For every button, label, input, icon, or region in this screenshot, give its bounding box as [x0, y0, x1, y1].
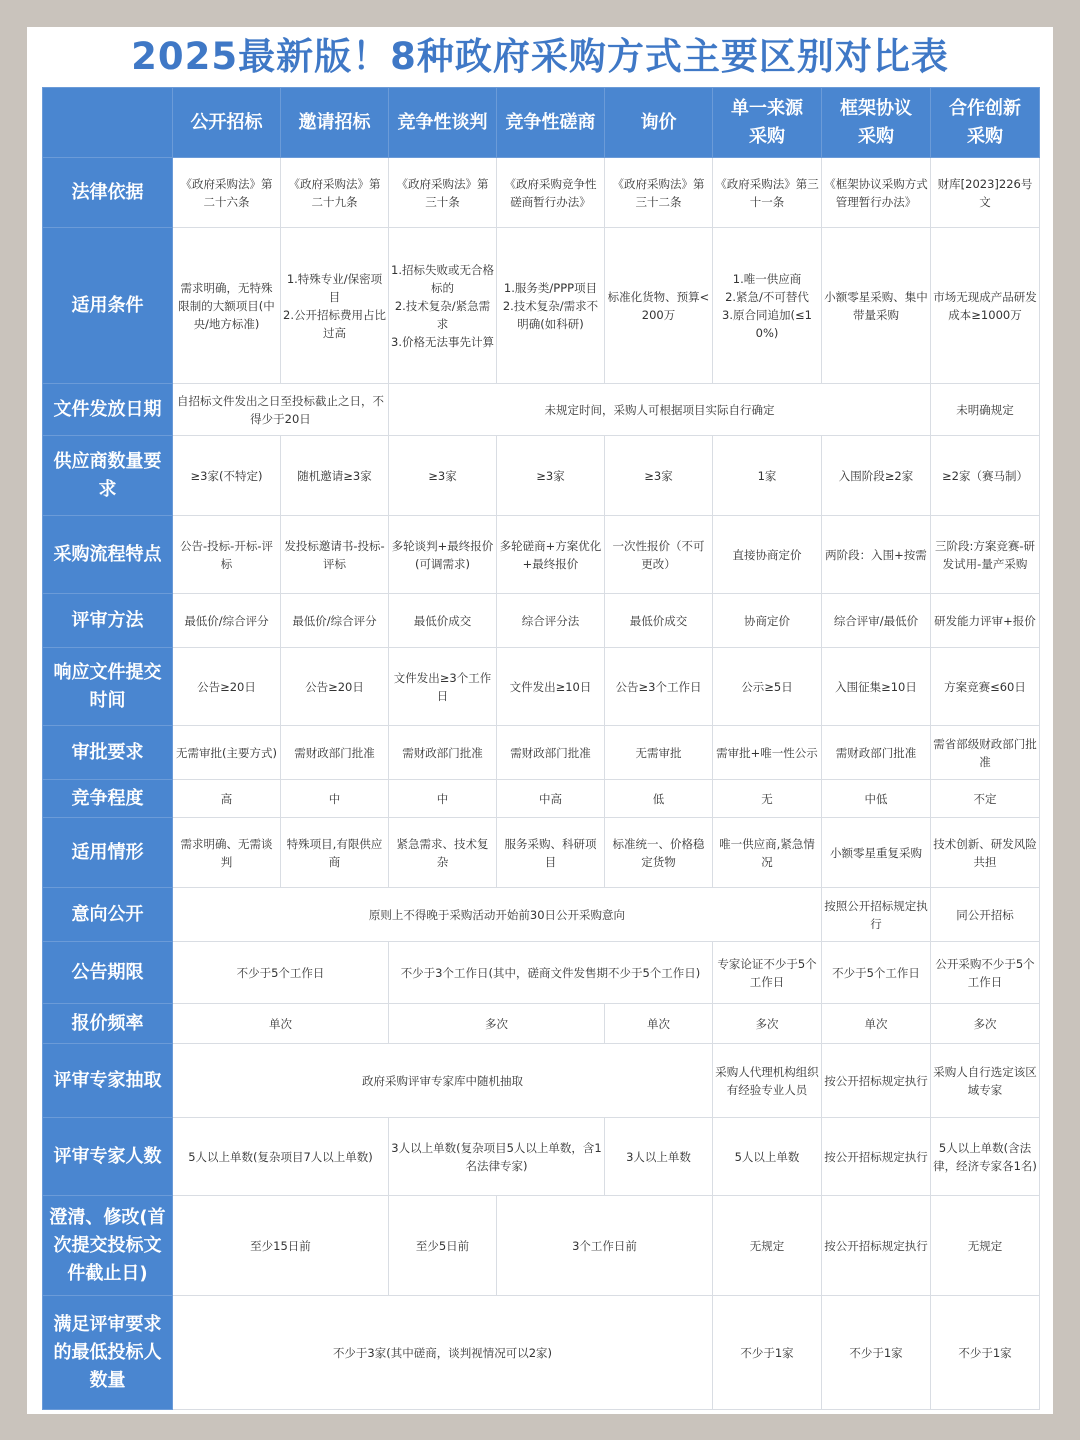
- table-cell: 单次: [605, 1004, 713, 1044]
- table-cell: 单次: [173, 1004, 389, 1044]
- table-cell: 自招标文件发出之日至投标截止之日，不得少于20日: [173, 384, 389, 436]
- table-cell: 政府采购评审专家库中随机抽取: [173, 1044, 713, 1118]
- table-cell: 无规定: [713, 1196, 822, 1296]
- table-cell: 公开采购不少于5个工作日: [931, 942, 1040, 1004]
- table-cell: 公告≥20日: [173, 648, 281, 726]
- table-cell: 3人以上单数: [605, 1118, 713, 1196]
- table-cell: 《政府采购法》第二十九条: [281, 158, 389, 228]
- table-cell: 5人以上单数(含法律，经济专家各1名): [931, 1118, 1040, 1196]
- table-cell: 不少于3个工作日(其中，磋商文件发售期不少于5个工作日): [389, 942, 713, 1004]
- table-cell: 中低: [822, 780, 931, 818]
- page-title: 2025最新版！8种政府采购方式主要区别对比表: [131, 35, 949, 78]
- table-cell: 综合评分法: [497, 594, 605, 648]
- table-cell: 《政府采购法》第三十条: [389, 158, 497, 228]
- table-cell: 特殊项目,有限供应商: [281, 818, 389, 888]
- table-row: [43, 158, 1040, 228]
- row-header: 评审专家抽取: [43, 1044, 173, 1118]
- table-cell: 需审批+唯一性公示: [713, 726, 822, 780]
- table-cell: 服务采购、科研项目: [497, 818, 605, 888]
- table-row: [43, 648, 1040, 726]
- table-row: [43, 818, 1040, 888]
- table-cell: 需省部级财政部门批准: [931, 726, 1040, 780]
- table-cell: 3人以上单数(复杂项目5人以上单数，含1名法律专家): [389, 1118, 605, 1196]
- table-cell: 1.服务类/PPP项目 2.技术复杂/需求不明确(如科研): [497, 228, 605, 384]
- row-header: 评审方法: [43, 594, 173, 648]
- table-cell: 小额零星采购、集中带量采购: [822, 228, 931, 384]
- table-cell: 多次: [713, 1004, 822, 1044]
- table-row: [43, 888, 1040, 942]
- row-header: 评审专家人数: [43, 1118, 173, 1196]
- table-cell: 未明确规定: [931, 384, 1040, 436]
- table-row: [43, 780, 1040, 818]
- table-cell: 公告≥20日: [281, 648, 389, 726]
- column-header: 竞争性磋商: [497, 88, 605, 158]
- table-cell: 采购人代理机构组织有经验专业人员: [713, 1044, 822, 1118]
- table-row: [43, 436, 1040, 516]
- table-cell: 不少于5个工作日: [822, 942, 931, 1004]
- table-cell: ≥3家: [389, 436, 497, 516]
- table-cell: 5人以上单数(复杂项目7人以上单数): [173, 1118, 389, 1196]
- comparison-table: [42, 87, 1040, 1410]
- table-cell: 一次性报价（不可更改）: [605, 516, 713, 594]
- row-header: 公告期限: [43, 942, 173, 1004]
- table-row: [43, 1044, 1040, 1118]
- table-cell: 中: [281, 780, 389, 818]
- table-cell: 公示≥5日: [713, 648, 822, 726]
- table-cell: 技术创新、研发风险共担: [931, 818, 1040, 888]
- column-header: 合作创新 采购: [931, 88, 1040, 158]
- header-corner: [43, 88, 173, 158]
- table-row: [43, 1296, 1040, 1410]
- table-cell: 1.特殊专业/保密项目 2.公开招标费用占比过高: [281, 228, 389, 384]
- column-header: 竞争性谈判: [389, 88, 497, 158]
- table-cell: 市场无现成产品研发成本≥1000万: [931, 228, 1040, 384]
- table-cell: ≥3家: [497, 436, 605, 516]
- table-cell: 文件发出≥10日: [497, 648, 605, 726]
- table-cell: 多次: [389, 1004, 605, 1044]
- table-cell: 按公开招标规定执行: [822, 1118, 931, 1196]
- table-cell: ≥3家(不特定): [173, 436, 281, 516]
- table-cell: 按公开招标规定执行: [822, 1044, 931, 1118]
- table-cell: 专家论证不少于5个工作日: [713, 942, 822, 1004]
- table-cell: ≥2家（赛马制）: [931, 436, 1040, 516]
- table-cell: 无: [713, 780, 822, 818]
- column-header: 邀请招标: [281, 88, 389, 158]
- table-cell: 《政府采购法》第二十六条: [173, 158, 281, 228]
- row-header: 意向公开: [43, 888, 173, 942]
- table-cell: 最低价/综合评分: [281, 594, 389, 648]
- table-cell: 文件发出≥3个工作日: [389, 648, 497, 726]
- table-cell: 多次: [931, 1004, 1040, 1044]
- row-header: 供应商数量要求: [43, 436, 173, 516]
- table-cell: 多轮谈判+最终报价 (可调需求): [389, 516, 497, 594]
- table-cell: 紧急需求、技术复杂: [389, 818, 497, 888]
- table-cell: 原则上不得晚于采购活动开始前30日公开采购意向: [173, 888, 822, 942]
- table-cell: 综合评审/最低价: [822, 594, 931, 648]
- table-cell: 需财政部门批准: [281, 726, 389, 780]
- row-header: 适用条件: [43, 228, 173, 384]
- table-cell: 需求明确、无需谈判: [173, 818, 281, 888]
- table-cell: 财库[2023]226号文: [931, 158, 1040, 228]
- table-row: [43, 1196, 1040, 1296]
- table-row: [43, 942, 1040, 1004]
- table-cell: 不定: [931, 780, 1040, 818]
- row-header: 法律依据: [43, 158, 173, 228]
- row-header: 澄清、修改(首次提交投标文件截止日): [43, 1196, 173, 1296]
- row-header: 适用情形: [43, 818, 173, 888]
- table-cell: 按公开招标规定执行: [822, 1196, 931, 1296]
- column-header: 框架协议 采购: [822, 88, 931, 158]
- table-cell: 《政府采购法》第三十二条: [605, 158, 713, 228]
- table-cell: 未规定时间，采购人可根据项目实际自行确定: [389, 384, 931, 436]
- table-cell: 需求明确，无特殊限制的大额项目(中央/地方标准): [173, 228, 281, 384]
- table-cell: 随机邀请≥3家: [281, 436, 389, 516]
- table-cell: 1.唯一供应商 2.紧急/不可替代 3.原合同追加(≤10%): [713, 228, 822, 384]
- table-cell: 5人以上单数: [713, 1118, 822, 1196]
- table-cell: ≥3家: [605, 436, 713, 516]
- column-header: 单一来源 采购: [713, 88, 822, 158]
- table-cell: 至少15日前: [173, 1196, 389, 1296]
- table-cell: 唯一供应商,紧急情况: [713, 818, 822, 888]
- table-cell: 《框架协议采购方式管理暂行办法》: [822, 158, 931, 228]
- table-cell: 公告-投标-开标-评标: [173, 516, 281, 594]
- table-cell: 两阶段：入围+按需: [822, 516, 931, 594]
- table-cell: 同公开招标: [931, 888, 1040, 942]
- table-cell: 多轮磋商+方案优化+最终报价: [497, 516, 605, 594]
- table-cell: 标准统一、价格稳定货物: [605, 818, 713, 888]
- table-cell: 无规定: [931, 1196, 1040, 1296]
- table-cell: 3个工作日前: [497, 1196, 713, 1296]
- table-cell: 需财政部门批准: [497, 726, 605, 780]
- table-cell: 不少于1家: [822, 1296, 931, 1410]
- table-cell: 最低价成交: [389, 594, 497, 648]
- comparison-sheet: [27, 27, 1053, 1414]
- column-header: 公开招标: [173, 88, 281, 158]
- table-row: [43, 228, 1040, 384]
- table-cell: 中高: [497, 780, 605, 818]
- table-cell: 至少5日前: [389, 1196, 497, 1296]
- table-cell: 不少于3家(其中磋商，谈判视情况可以2家): [173, 1296, 713, 1410]
- header-row: [43, 88, 1040, 158]
- table-cell: 低: [605, 780, 713, 818]
- row-header: 采购流程特点: [43, 516, 173, 594]
- table-row: [43, 594, 1040, 648]
- table-cell: 发投标邀请书-投标-评标: [281, 516, 389, 594]
- table-cell: 无需审批(主要方式): [173, 726, 281, 780]
- table-cell: 按照公开招标规定执行: [822, 888, 931, 942]
- table-cell: 中: [389, 780, 497, 818]
- table-cell: 单次: [822, 1004, 931, 1044]
- table-cell: 《政府采购竞争性磋商暂行办法》: [497, 158, 605, 228]
- table-cell: 高: [173, 780, 281, 818]
- row-header: 审批要求: [43, 726, 173, 780]
- table-cell: 不少于5个工作日: [173, 942, 389, 1004]
- table-row: [43, 516, 1040, 594]
- table-cell: 无需审批: [605, 726, 713, 780]
- row-header: 文件发放日期: [43, 384, 173, 436]
- table-cell: 三阶段:方案竞赛-研发试用-量产采购: [931, 516, 1040, 594]
- row-header: 响应文件提交时间: [43, 648, 173, 726]
- table-cell: 需财政部门批准: [389, 726, 497, 780]
- row-header: 报价频率: [43, 1004, 173, 1044]
- table-cell: 1家: [713, 436, 822, 516]
- table-cell: 协商定价: [713, 594, 822, 648]
- row-header: 竞争程度: [43, 780, 173, 818]
- column-header: 询价: [605, 88, 713, 158]
- table-cell: 标准化货物、预算<200万: [605, 228, 713, 384]
- row-header: 满足评审要求的最低投标人数量: [43, 1296, 173, 1410]
- table-row: [43, 726, 1040, 780]
- table-cell: 直接协商定价: [713, 516, 822, 594]
- table-cell: 研发能力评审+报价: [931, 594, 1040, 648]
- table-cell: 需财政部门批准: [822, 726, 931, 780]
- table-row: [43, 1004, 1040, 1044]
- table-cell: 最低价/综合评分: [173, 594, 281, 648]
- table-cell: 不少于1家: [713, 1296, 822, 1410]
- table-cell: 入围阶段≥2家: [822, 436, 931, 516]
- table-cell: 最低价成交: [605, 594, 713, 648]
- table-cell: 入围征集≥10日: [822, 648, 931, 726]
- table-cell: 小额零星重复采购: [822, 818, 931, 888]
- table-row: [43, 384, 1040, 436]
- table-cell: 公告≥3个工作日: [605, 648, 713, 726]
- table-cell: 方案竞赛≤60日: [931, 648, 1040, 726]
- table-cell: 1.招标失败或无合格标的 2.技术复杂/紧急需求 3.价格无法事先计算: [389, 228, 497, 384]
- table-cell: 不少于1家: [931, 1296, 1040, 1410]
- table-cell: 《政府采购法》第三十一条: [713, 158, 822, 228]
- table-cell: 采购人自行选定该区域专家: [931, 1044, 1040, 1118]
- table-row: [43, 1118, 1040, 1196]
